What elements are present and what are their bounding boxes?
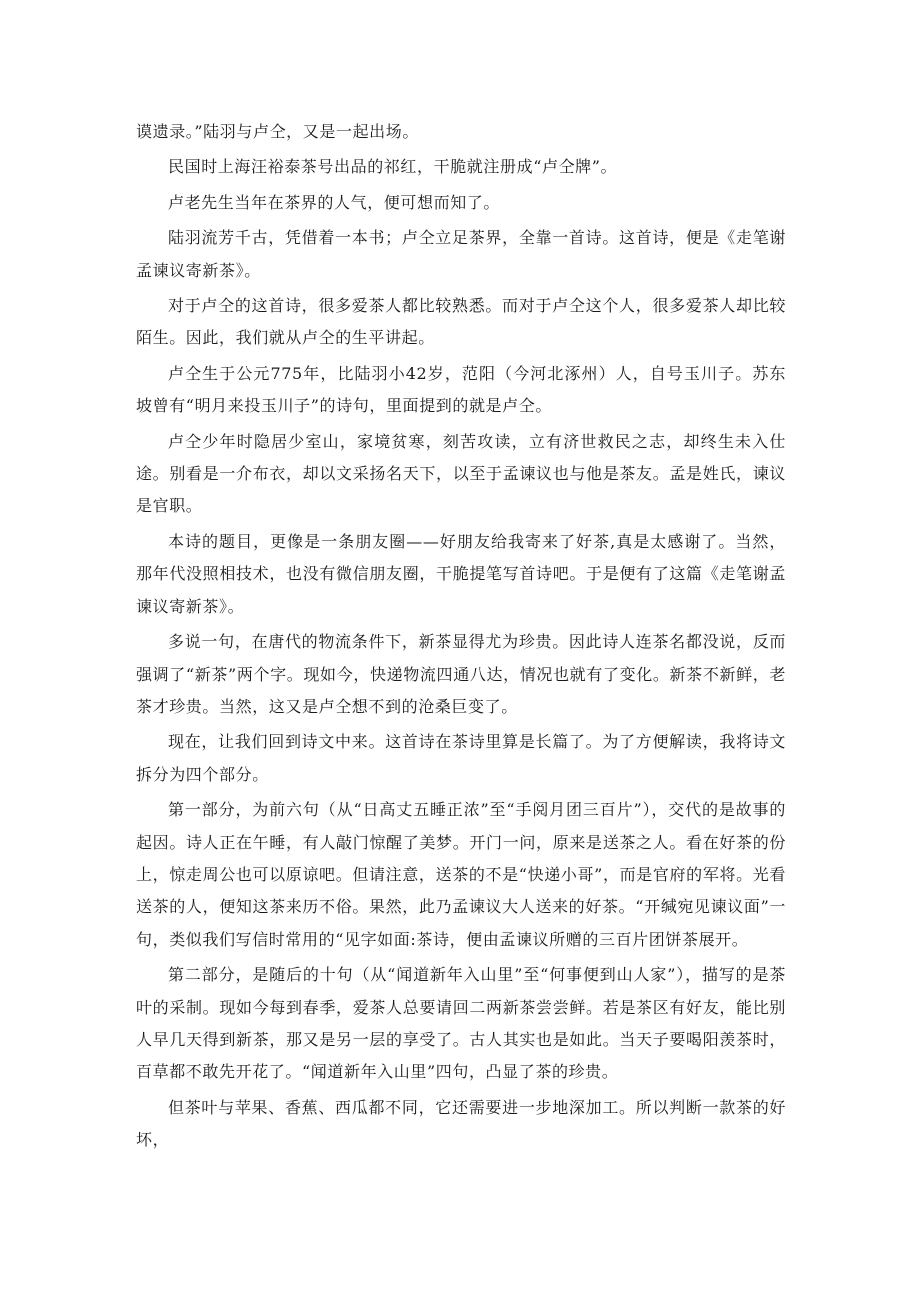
- paragraph: 本诗的题目，更像是一条朋友圈——好朋友给我寄来了好茶,真是太感谢了。当然，那年代没照相技术，也没有微信朋友圈，干脆提笔写首诗吧。于是便有了这篇《走笔谢孟谏议寄新茶》。: [136, 531, 786, 616]
- paragraph: 民国时上海汪裕泰茶号出品的祁红，干脆就注册成“卢仝牌”。: [168, 157, 618, 177]
- paragraph: 第一部分，为前六句（从“日高丈五睡正浓”至“手阅月团三百片”），交代的是故事的起因。诗人正在午睡，有人敲门惊醒了美梦。开门一问，原来是送茶之人。看在好茶的份上，惊走周公也可以原谅吧。但请注意，送茶的不是“快递小哥”，而是官府的军将。光看送茶的人，便知这茶来历不俗。果然，此乃孟谏议大人送来的好茶。“开缄宛见谏议面”一句，类似我们写信时常用的“见字如面:茶诗，便由孟谏议所赠的三百片团饼茶展开。: [136, 800, 786, 949]
- paragraph: 谟遗录。”陆羽与卢仝，又是一起出场。: [136, 122, 419, 141]
- paragraph: 卢仝少年时隐居少室山，家境贫寒，刻苦攻读，立有济世救民之志，却终生未入仕途。别看是一介布衣，却以文采扬名天下，以至于孟谏议也与他是茶友。孟是姓氏，谏议是官职。: [136, 431, 786, 516]
- paragraph: 但茶叶与苹果、香蕉、西瓜都不同，它还需要进一步地深加工。所以判断一款茶的好坏，: [136, 1097, 786, 1150]
- paragraph: 卢仝生于公元775年，比陆羽小42岁，范阳（今河北涿州）人，自号玉川子。苏东坡曾有“明月来投玉川子”的诗句，里面提到的就是卢仝。: [136, 363, 786, 416]
- paragraph: 卢老先生当年在茶界的人气，便可想而知了。: [168, 192, 501, 212]
- paragraph: 现在，让我们回到诗文中来。这首诗在茶诗里算是长篇了。为了方便解读，我将诗文拆分为四个部分。: [136, 732, 786, 784]
- paragraph: 多说一句，在唐代的物流条件下，新茶显得尤为珍贵。因此诗人连茶名都没说，反而强调了“新茶”两个字。现如今，快递物流四通八达，情况也就有了变化。新茶不新鲜，老茶才珍贵。当然，这又是卢仝想不到的沧桑巨变了。: [136, 632, 786, 716]
- paragraph: 第二部分，是随后的十句（从“闻道新年入山里”至“何事便到山人家”），描写的是茶叶的采制。现如今每到春季，爱茶人总要请回二两新茶尝尝鲜。若是茶区有好友，能比别人早几天得到新茶，那又是另一层的享受了。古人其实也是如此。当天子要喝阳羡茶时，百草都不敢先开花了。“闻道新年入山里”四句，凸显了茶的珍贵。: [136, 965, 786, 1082]
- paragraph: 对于卢仝的这首诗，很多爱茶人都比较熟悉。而对于卢仝这个人，很多爱茶人却比较陌生。因此，我们就从卢仝的生平讲起。: [136, 296, 786, 348]
- paragraph: 陆羽流芳千古，凭借着一本书；卢仝立足茶界，全靠一首诗。这首诗，便是《走笔谢孟谏议寄新茶》。: [136, 228, 786, 280]
